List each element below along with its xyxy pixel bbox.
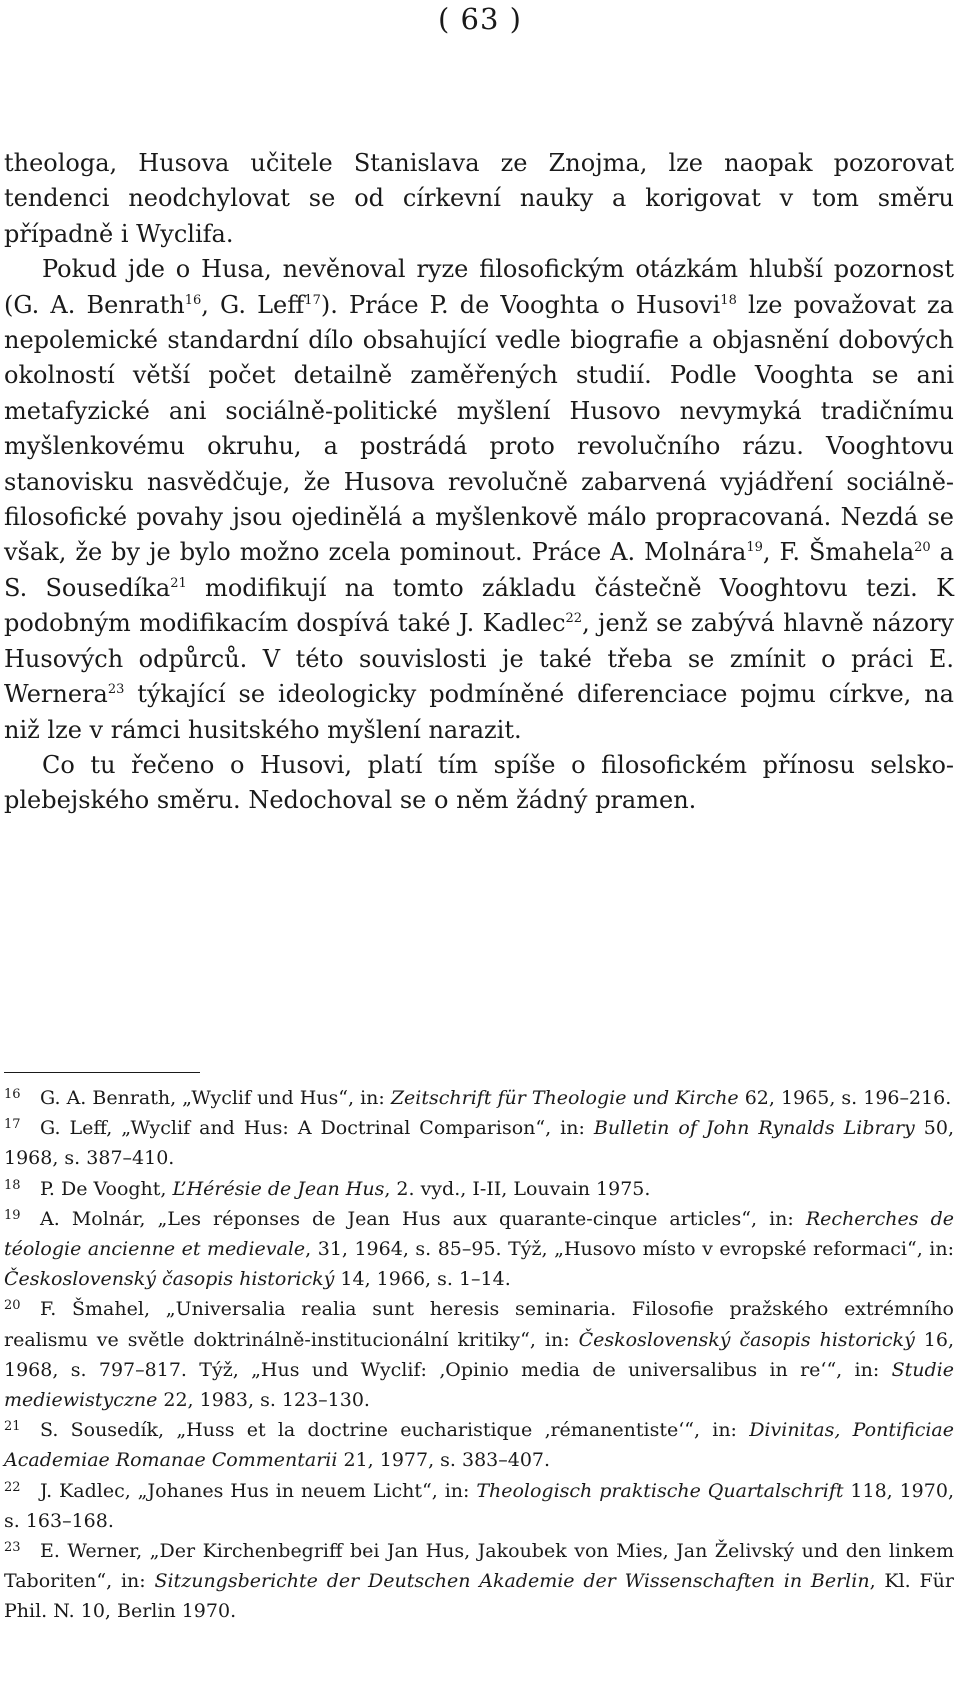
footnote-ref-20[interactable]: 20 [914, 540, 931, 556]
footnote-text: G. Leff, „Wyclif and Hus: A Doctrinal Comparison“, in: [40, 1117, 594, 1140]
paragraph-2 [4, 252, 954, 748]
footnote-text: 22, 1983, s. 123–130. [157, 1389, 370, 1412]
footnote-19 [4, 1204, 954, 1295]
paragraph-2-text: Pokud jde o Husa, nevěnoval ryze filosofickým otázkám hlubší pozornost (G. A. Benrath [4, 255, 954, 319]
footnote-title: Theologisch praktische Quartalschrift [476, 1479, 844, 1502]
footnote-text: A. Molnár, „Les réponses de Jean Hus aux quarante-cinque articles“, in: [40, 1207, 806, 1230]
paragraph-2-text: , G. Leff [201, 290, 305, 319]
footnote-text: J. Kadlec, „Johanes Hus in neuem Licht“, in: [40, 1479, 477, 1502]
footnote-number: 16 [4, 1087, 21, 1102]
paragraph-2-text: modifikují na tomto základu částečně Vooghtovu tezi. K podobným modifikacím dospívá také J. Kadlec [4, 573, 954, 638]
footnote-title: Studie mediewistyczne [4, 1358, 954, 1412]
footnote-number: 18 [4, 1177, 21, 1193]
footnote-text: 118, 1970, s. 163–168. [4, 1479, 954, 1532]
paragraph-2-text: , F. Šmahela [762, 538, 915, 567]
footnote-number: 17 [4, 1117, 21, 1133]
paragraph-3-text: Co tu řečeno o Husovi, platí tím spíše o filosofickém přínosu selsko-plebejského směru. Nedochoval se o něm žádný pramen. [4, 750, 954, 815]
footnote-23 [4, 1536, 954, 1627]
main-text [4, 146, 954, 819]
footnote-title: L’Hérésie de Jean Hus [172, 1177, 385, 1200]
paragraph-1-text: theologa, Husova učitele Stanislava ze Znojma, lze naopak pozorovat tendenci neodchylovat se od církevní nauky a korigovat v tom směru případně i Wyclifa. [4, 149, 954, 248]
footnote-title: Divinitas, Pontificiae Academiae Romanae Commentarii [4, 1419, 954, 1472]
footnote-16 [4, 1083, 954, 1113]
paragraph-2-text: a S. Sousedíka [4, 538, 954, 602]
footnote-number: 20 [4, 1298, 21, 1314]
footnotes [4, 1083, 954, 1627]
footnote-number: 23 [4, 1540, 21, 1556]
footnote-title: Recherches de téologie ancienne et medievale [4, 1207, 954, 1261]
footnote-text: 50, 1968, s. 387–410. [4, 1117, 955, 1170]
footnote-ref-23[interactable]: 23 [107, 682, 125, 698]
footnote-ref-22[interactable]: 22 [565, 611, 583, 627]
paragraph-2-text: ). Práce P. de Vooghta o Husovi [320, 290, 721, 319]
paragraph-2-text: , jenž se zabývá hlavně názory Husových odpůrců. V této souvislosti je také třeba se zmínit o práci E. Wernera [4, 609, 954, 709]
footnote-ref-21[interactable]: 21 [170, 575, 187, 591]
footnote-text: E. Werner, „Der Kirchenbegriff bei Jan Hus, Jakoubek von Mies, Jan Želivský und den linkem Taboriten“, in: [4, 1540, 954, 1593]
footnote-text: S. Sousedík, „Huss et la doctrine eucharistique ‚rémanentiste‘“, in: [40, 1419, 750, 1442]
page-number: ( 63 ) [438, 2, 522, 36]
footnote-text: , 2. vyd., I-II, Louvain 1975. [384, 1177, 651, 1200]
footnote-text: 21, 1977, s. 383–407. [337, 1449, 551, 1472]
paragraph-2-text: týkající se ideologicky podmíněné diferenciace pojmu církve, na niž lze v rámci husitského myšlení narazit. [4, 680, 954, 744]
footnote-title: Bulletin of John Rynalds Library [593, 1117, 915, 1140]
footnote-title: Zeitschrift für Theologie und Kirche [390, 1087, 739, 1109]
footnote-text: , 31, 1964, s. 85–95. Týž, „Husovo místo v evropské reformaci“, in: [305, 1238, 955, 1261]
footnote-number: 19 [4, 1207, 21, 1223]
footnote-18 [4, 1174, 954, 1204]
footnote-number: 21 [4, 1419, 21, 1435]
footnote-title: Československý časopis historický [578, 1328, 915, 1351]
footnote-ref-19[interactable]: 19 [746, 540, 763, 556]
footnote-ref-18[interactable]: 18 [720, 292, 737, 308]
footnote-17 [4, 1113, 954, 1173]
paragraph-2-text: lze považovat za nepolemické standardní dílo obsahující vedle biografie a objasnění dobových okolností větší počet detailně zaměřených studií. Podle Vooghta se ani metafyzické ani sociálně-politické myšlení Husovo nevymyká tradičnímu myšlenkovému okruhu, a postrádá proto revolučního rázu. Vooghtovu stanovisku nasvědčuje, že Husova revolučně zabarvená vyjádření sociálně-filosofické povahy jsou ojedinělá a myšlenkově málo propracovaná. Nezdá se však, že by je bylo možno zcela pominout. Práce A. Molnára [4, 290, 954, 567]
footnote-title: Československý časopis historický [4, 1268, 335, 1291]
paragraph-3 [4, 748, 954, 819]
footnote-22 [4, 1476, 954, 1536]
footnote-text: F. Šmahel, „Universalia realia sunt heresis seminaria. Filosofie pražského extrémního realismu ve světle doktrinálně-institucionální kritiky“, in: [4, 1298, 954, 1351]
footnote-separator [4, 1072, 200, 1073]
footnote-21 [4, 1415, 954, 1475]
footnote-ref-16[interactable]: 16 [184, 292, 202, 308]
footnote-text: 62, 1965, s. 196–216. [738, 1087, 952, 1109]
footnote-text: , Kl. Für Phil. N. 10, Berlin 1970. [4, 1570, 954, 1623]
footnote-text: G. A. Benrath, „Wyclif und Hus“, in: [40, 1087, 391, 1109]
footnote-title: Sitzungsberichte der Deutschen Akademie der Wissenschaften in Berlin [154, 1570, 870, 1593]
footnote-text: 14, 1966, s. 1–14. [334, 1268, 511, 1291]
footnote-number: 22 [4, 1479, 21, 1495]
footnote-text: 16, 1968, s. 797–817. Týž, „Hus und Wyclif: ‚Opinio media de universalibus in re‘“, in: [4, 1328, 954, 1381]
footnote-ref-17[interactable]: 17 [304, 292, 321, 308]
paragraph-1 [4, 146, 954, 252]
footnote-text: P. De Vooght, [40, 1177, 173, 1200]
footnote-20 [4, 1294, 954, 1415]
